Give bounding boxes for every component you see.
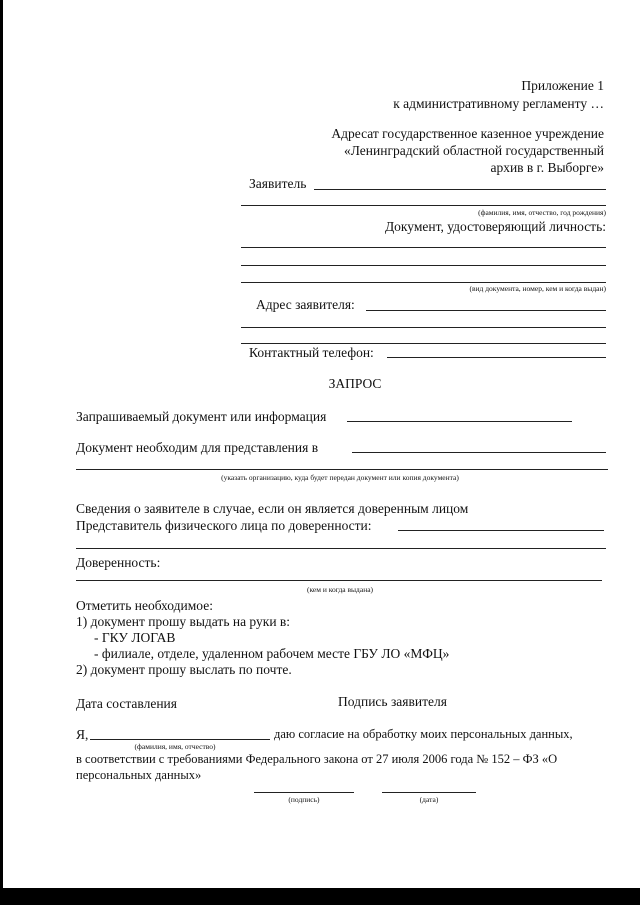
id-document-field-2[interactable] xyxy=(241,265,606,266)
organization-caption: (указать организацию, куда будет передан документ или копия документа) xyxy=(221,473,459,482)
needed-for-field-1[interactable] xyxy=(352,452,606,453)
option-1-pickup: 1) документ прошу выдать на руки в: xyxy=(76,614,291,629)
address-field-1[interactable] xyxy=(366,310,606,311)
law-line-2: персональных данных» xyxy=(76,768,202,782)
phone-field[interactable] xyxy=(387,357,606,358)
law-line-1: в соответствии с требованиями Федерального закона от 27 июля 2006 года № 152 – ФЗ «О xyxy=(76,752,558,766)
id-document-field-1[interactable] xyxy=(241,247,606,248)
needed-for-field-2[interactable] xyxy=(76,469,608,470)
signature-label: Подпись заявителя xyxy=(338,694,447,709)
consent-suffix: даю согласие на обработку моих персональных данных, xyxy=(274,727,573,741)
option-1b-mfc: - филиале, отделе, удаленном рабочем месте ГБУ ЛО «МФЦ» xyxy=(94,646,450,661)
address-field-2[interactable] xyxy=(241,327,606,328)
consent-prefix: Я, xyxy=(76,727,89,742)
applicant-name-field[interactable] xyxy=(314,189,606,190)
address-field-3[interactable] xyxy=(241,343,606,344)
option-1a-logav: - ГКУ ЛОГАВ xyxy=(94,630,176,645)
requested-document-label: Запрашиваемый документ или информация xyxy=(76,409,327,424)
representative-label: Представитель физического лица по доверенности: xyxy=(76,518,372,533)
consent-fio-caption: (фамилия, имя, отчество) xyxy=(134,742,216,751)
issued-caption: (кем и когда выдана) xyxy=(306,585,374,594)
mark-needed-label: Отметить необходимое: xyxy=(76,598,213,613)
addressee-line-1: Адресат государственное казенное учреждение xyxy=(331,126,604,141)
power-of-attorney-label: Доверенность: xyxy=(76,555,161,570)
id-document-label: Документ, удостоверяющий личность: xyxy=(384,219,606,234)
fio-caption: (фамилия, имя, отчество, год рождения) xyxy=(478,208,606,217)
appendix-title: Приложение 1 xyxy=(521,78,604,93)
scan-edge-left xyxy=(0,0,3,890)
request-title: ЗАПРОС xyxy=(328,376,382,391)
applicant-label: Заявитель xyxy=(249,176,307,191)
representative-field-1[interactable] xyxy=(398,530,604,531)
signature-field[interactable] xyxy=(254,792,354,793)
signature-caption: (подпись) xyxy=(288,795,320,804)
id-document-caption: (вид документа, номер, кем и когда выдан) xyxy=(469,284,606,293)
power-of-attorney-field[interactable] xyxy=(76,580,602,581)
address-label: Адрес заявителя: xyxy=(256,297,355,312)
date-field[interactable] xyxy=(382,792,476,793)
id-document-field-3[interactable] xyxy=(241,282,606,283)
addressee-line-2: «Ленинградский областной государственный xyxy=(343,143,604,158)
proxy-info-line: Сведения о заявителе в случае, если он является доверенным лицом xyxy=(76,501,469,516)
consent-fio-field[interactable] xyxy=(90,739,270,740)
appendix-subtitle: к административному регламенту … xyxy=(393,96,604,111)
representative-field-2[interactable] xyxy=(76,548,606,549)
phone-label: Контактный телефон: xyxy=(249,345,374,360)
date-caption: (дата) xyxy=(419,795,439,804)
needed-for-label: Документ необходим для представления в xyxy=(76,440,319,455)
addressee-line-3: архив в г. Выборге» xyxy=(490,160,604,175)
requested-document-field[interactable] xyxy=(347,421,572,422)
date-label: Дата составления xyxy=(76,696,177,711)
option-2-mail: 2) документ прошу выслать по почте. xyxy=(76,662,292,677)
applicant-name-field-2[interactable] xyxy=(241,205,606,206)
scan-edge-bottom xyxy=(0,888,640,905)
